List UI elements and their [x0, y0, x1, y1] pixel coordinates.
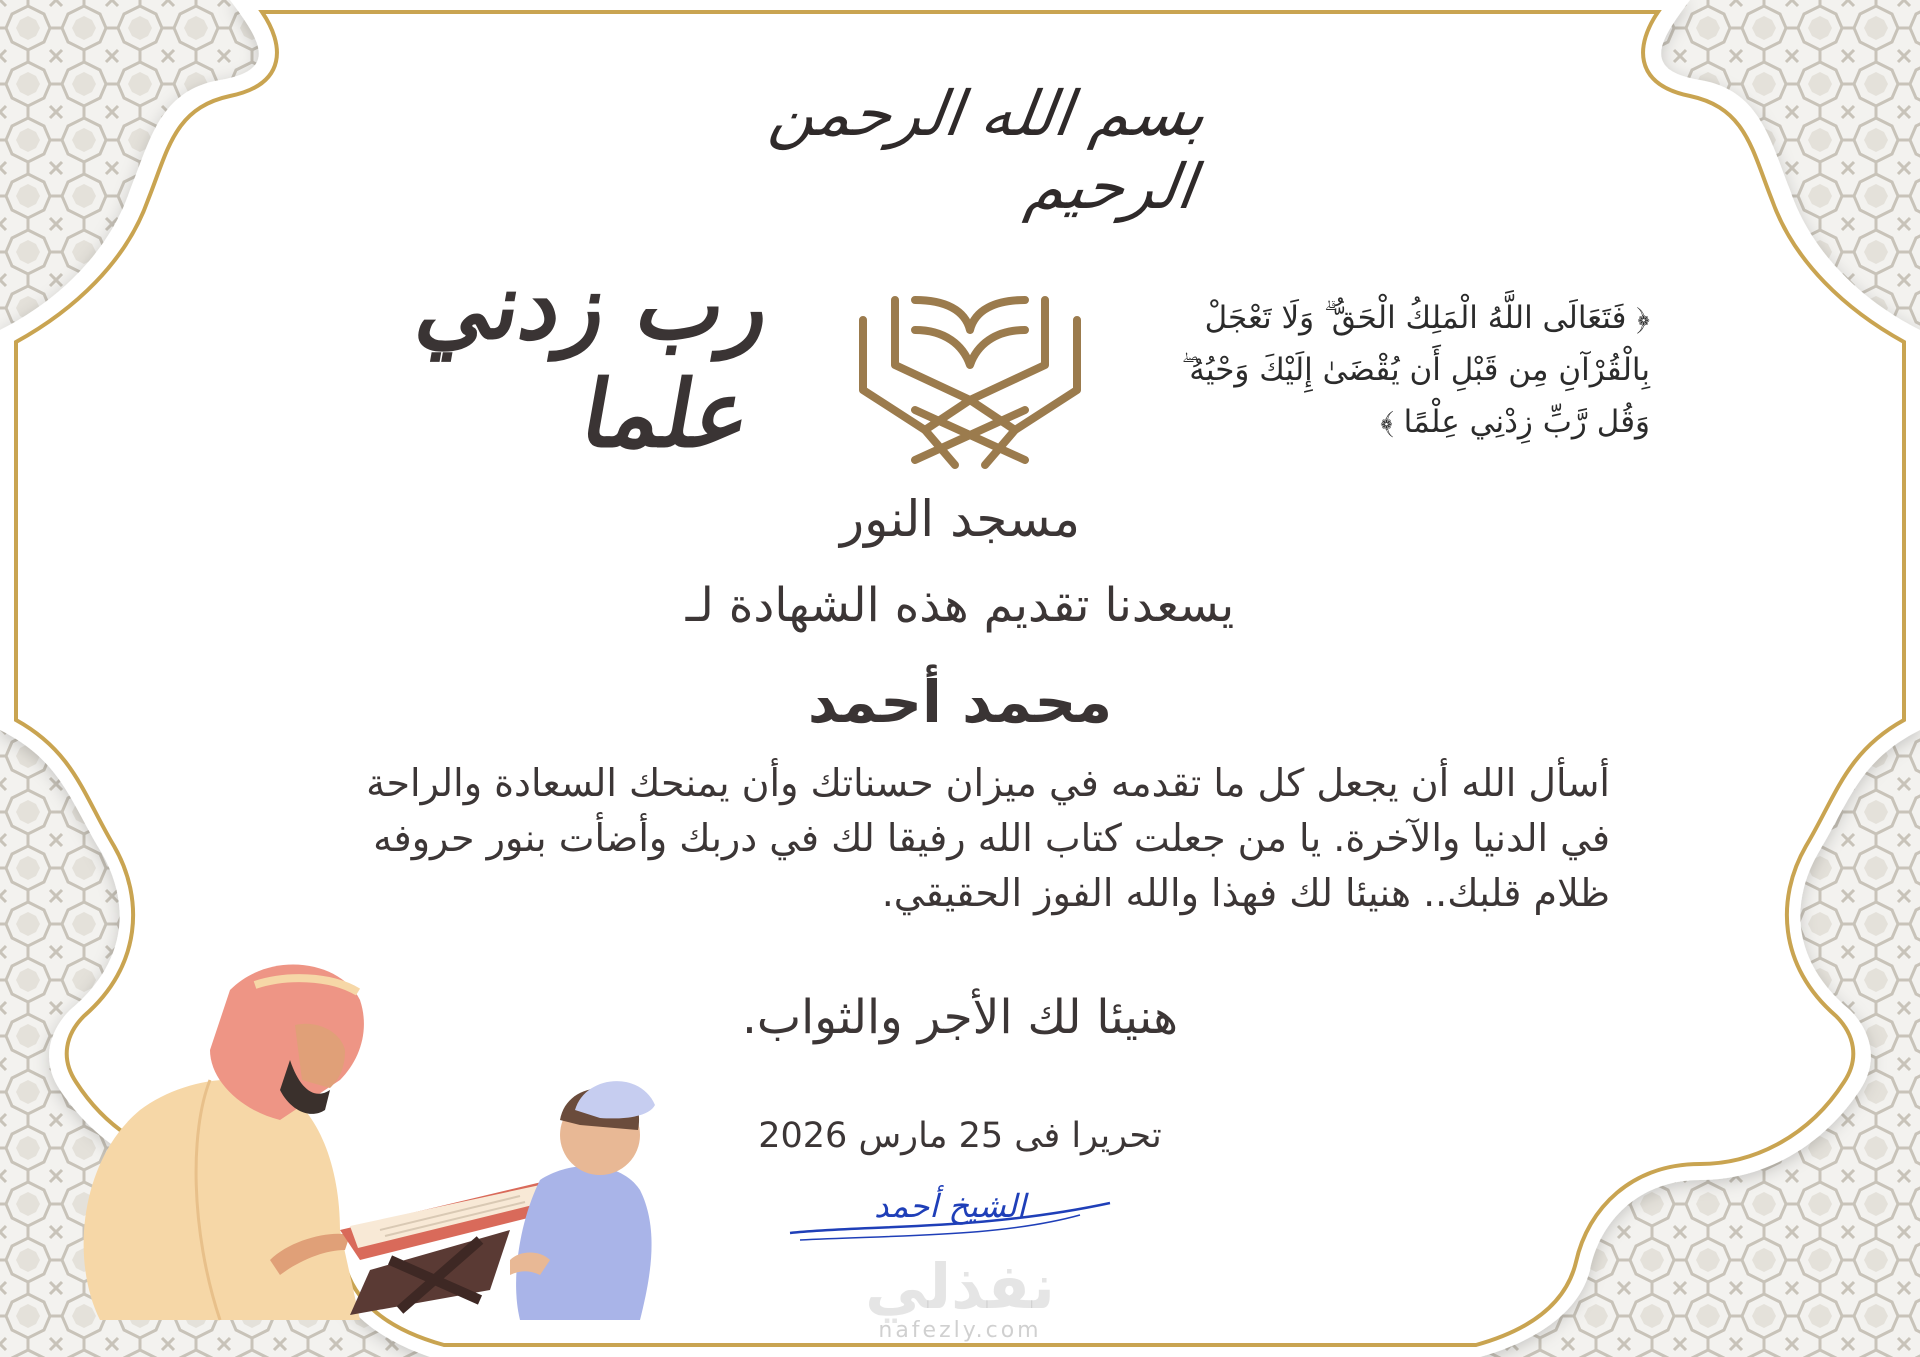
signature-block: [780, 1185, 1120, 1255]
quran-verse: ﴿ فَتَعَالَى اللَّهُ الْمَلِكُ الْحَقُّ ۗ وَلَا تَعْجَلْ بِالْقُرْآنِ مِن قَبْلِ أَن يُقْضَىٰ إِلَيْكَ وَحْيُهُ ۖ وَقُل رَّبِّ زِدْنِي عِلْمًا ﴾: [1181, 300, 1650, 440]
teacher-student-quran-illustration: [40, 930, 740, 1330]
mosque-name: مسجد النور: [840, 490, 1080, 548]
basmala-calligraphy: بسم الله الرحمن الرحيم: [765, 77, 1211, 223]
signature-name: الشيخ أحمد: [874, 1187, 1026, 1225]
watermark-logo-ar: نفذلي: [865, 1250, 1055, 1323]
recipient-name: محمد أحمد: [807, 668, 1113, 736]
certificate-message: أسأل الله أن يجعل كل ما تقدمه في ميزان حسناتك وأن يمنحك السعادة والراحة في الدنيا والآخرة. يا من جعلت كتاب الله رفيقا لك في دربك وأضأت بنور حروفه ظلام قلبك.. هنيئا لك فهذا والله الفوز الحقيقي.: [366, 761, 1610, 915]
rabbi-zidni-ilma-calligraphy: رب زدني علما: [409, 252, 780, 468]
watermark-url: nafezly.com: [878, 1318, 1042, 1343]
certificate-intro-line: يسعدنا تقديم هذه الشهادة لـ: [685, 578, 1235, 633]
congrats-line: هنيئا لك الأجر والثواب.: [741, 990, 1179, 1045]
issue-date: تحريرا فى 25 مارس 2026: [758, 1116, 1162, 1156]
open-book-logo-icon: [855, 290, 1085, 470]
